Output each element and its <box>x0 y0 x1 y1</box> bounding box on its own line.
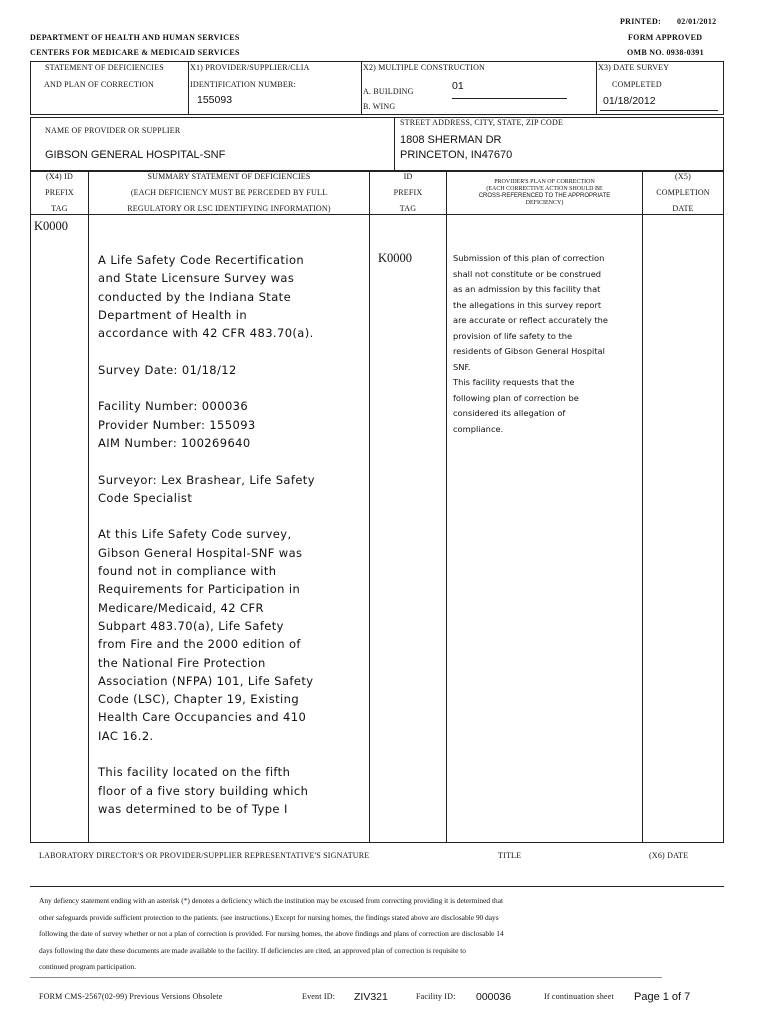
wing-label: B. WING <box>363 102 396 111</box>
facility-id-label: Facility ID: <box>416 992 456 1001</box>
provider-name-value: GIBSON GENERAL HOSPITAL-SNF <box>45 149 226 161</box>
continuation-label: If continuation sheet <box>544 992 614 1001</box>
left-prefix-tag: K0000 <box>34 219 69 233</box>
summary-header-line3: REGULATORY OR LSC IDENTIFYING INFORMATION) <box>127 204 331 213</box>
provider-id-value: 155093 <box>197 94 233 106</box>
provider-name-label: NAME OF PROVIDER OR SUPPLIER <box>45 126 181 135</box>
street-value: 1808 SHERMAN DR <box>400 134 502 146</box>
survey-date-value: 01/18/2012 <box>603 95 656 107</box>
building-label: A. BUILDING <box>363 87 414 96</box>
statement-label-line2: AND PLAN OF CORRECTION <box>44 80 154 89</box>
form-approved: FORM APPROVED <box>628 33 703 42</box>
facility-id-value: 000036 <box>476 991 512 1003</box>
x5-header-line2: COMPLETION <box>656 188 710 197</box>
building-value: 01 <box>452 80 464 92</box>
x3-label-line2: COMPLETED <box>612 80 662 89</box>
plan-header-line3: CROSS-REFERENCED TO THE APPROPRIATE <box>478 193 611 199</box>
title-label: TITLE <box>498 851 522 860</box>
summary-header-line2: (EACH DEFICIENCY MUST BE PERCEDED BY FULL <box>130 188 328 197</box>
summary-header-line1: SUMMARY STATEMENT OF DEFICIENCIES <box>147 172 311 181</box>
plan-header-line4: DEFICIENCY) <box>525 200 564 206</box>
x4-header-line3: TAG <box>51 204 68 213</box>
plan-header-line1: PROVIDER'S PLAN OF CORRECTION <box>494 179 595 185</box>
page-number: Page 1 of 7 <box>634 991 691 1003</box>
summary-statement: A Life Safety Code Recertification and State Licensure Survey was conducted by the Indiana State Department of Health in accordance with 42 CFR 483.70(a). Survey Date: 01/18/12 Facility Number: 000036 Provider Number: 155093 AIM Number: 100269640 Surveyor: Lex Brashear, Life Safety Code Specialist At this Life Safety Code survey, Gibson General Hospital-SNF was found not in compliance with Requirements for Participation in Medicare/Medicaid, 42 CFR Subpart 483.70(a), Life Safety from Fire and the 2000 edition of the National Fire Protection Association (NFPA) 101, Life Safety Code (LSC), Chapter 19, Existing Health Care Occupancies and 410 IAC 16.2. This facility located on the fifth floor of a five story building which was determined to be of Type I <box>98 253 315 816</box>
disclosure-footnote: Any defiency statement ending with an asterisk (*) denotes a deficiency which the institution may be excused from correcting providing it is determined that other safeguards provide sufficient protection to the patients. (see instructions.) Except for nursing homes, the findings stated above are disclosable 90 days following the date of survey whether or not a plan of correction is provided. For nursing homes, the above findings and plans of correction are disclosable 14 days following the date these documents are made available to the facility. If deficiencies are cited, an approved plan of correction is requisite to continued program participation. <box>39 896 504 971</box>
x4-header-line2: PREFIX <box>45 188 74 197</box>
x2-label: X2) MULTIPLE CONSTRUCTION <box>363 63 486 72</box>
form-number: FORM CMS-2567(02-99) Previous Versions Obsolete <box>39 992 223 1001</box>
x3-label-line1: X3) DATE SURVEY <box>598 63 670 72</box>
x6-date-label: (X6) DATE <box>649 851 689 860</box>
x1-label-line2: IDENTIFICATION NUMBER: <box>190 80 296 89</box>
x5-header-line3: DATE <box>672 204 694 213</box>
plan-of-correction: Submission of this plan of correction shall not constitute or be construed as an admission by this facility that the allegations in this survey report are accurate or reflect accurately the provision of life safety to the residents of Gibson General Hospital SNF. This facility requests that the following plan of correction be considered its allegation of compliance. <box>453 253 609 434</box>
id-header-line1: ID <box>403 172 413 181</box>
event-id-label: Event ID: <box>302 992 336 1001</box>
id-header-line3: TAG <box>399 204 417 213</box>
plan-header-line2: (EACH CORRECTIVE ACTION SHOULD BE <box>486 186 603 192</box>
printed-label: PRINTED: <box>620 17 662 26</box>
department-title: DEPARTMENT OF HEALTH AND HUMAN SERVICES <box>30 33 240 42</box>
omb-number: OMB NO. 0938-0391 <box>627 48 704 57</box>
address-label: STREET ADDRESS, CITY, STATE, ZIP CODE <box>400 118 564 127</box>
signature-label: LABORATORY DIRECTOR'S OR PROVIDER/SUPPLIER REPRESENTATIVE'S SIGNATURE <box>39 851 370 860</box>
event-id-value: ZIV321 <box>354 991 388 1003</box>
x5-header-line1: (X5) <box>675 172 691 181</box>
centers-title: CENTERS FOR MEDICARE & MEDICAID SERVICES <box>30 48 240 57</box>
id-header-line2: PREFIX <box>393 188 423 197</box>
city-value: PRINCETON, IN47670 <box>400 149 513 161</box>
statement-label-line1: STATEMENT OF DEFICIENCIES <box>45 63 164 72</box>
x4-header-line1: (X4) ID <box>46 172 73 181</box>
right-prefix-tag: K0000 <box>378 251 413 265</box>
printed-date: 02/01/2012 <box>677 17 717 26</box>
x1-label-line1: X1) PROVIDER/SUPPLIER/CLIA <box>190 63 310 72</box>
